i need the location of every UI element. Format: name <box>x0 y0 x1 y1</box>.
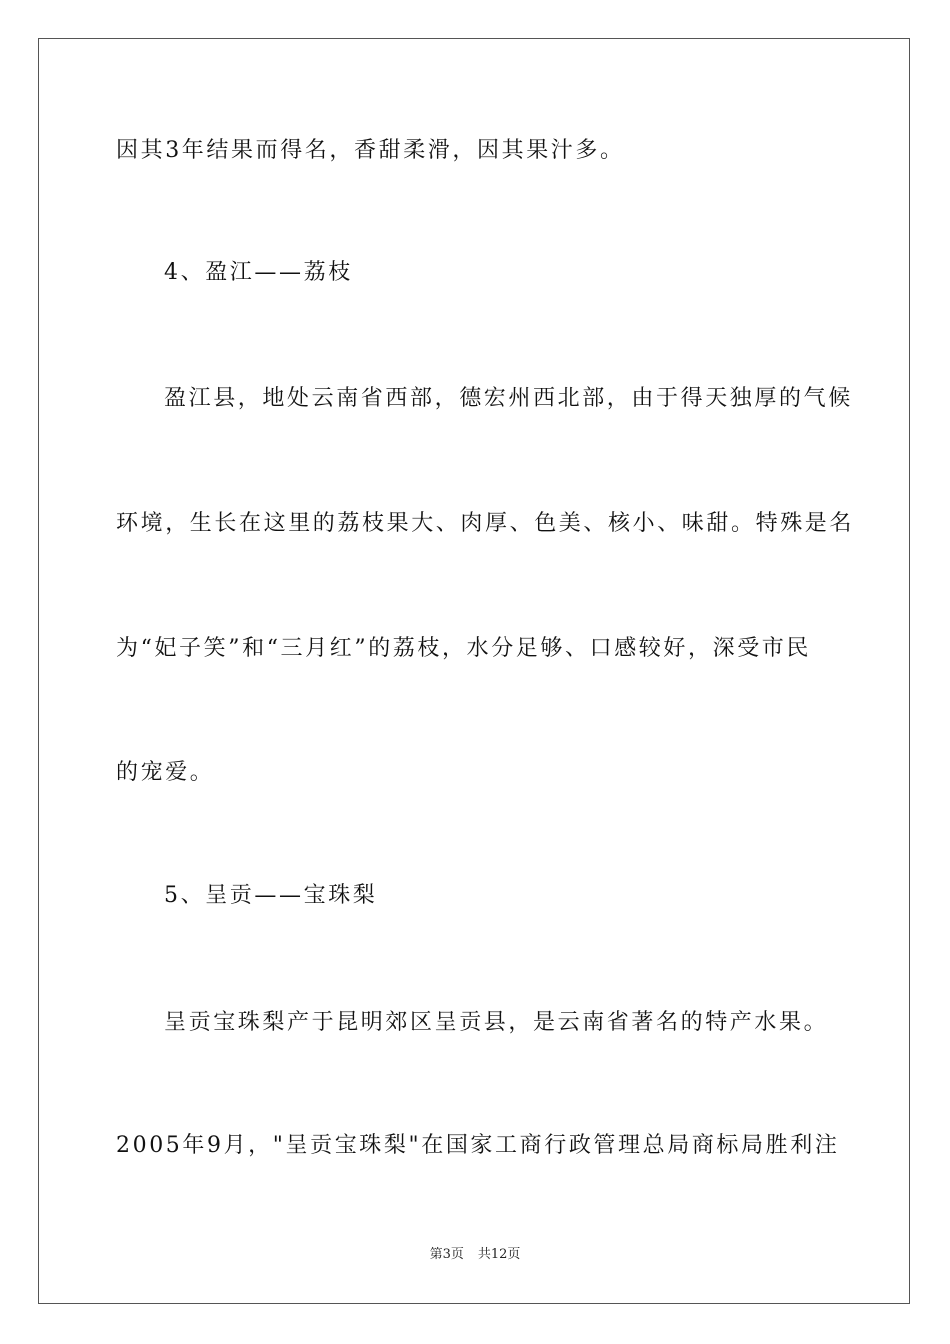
paragraph-line: 盈江县，地处云南省西部，德宏州西北部，由于得天独厚的气候 <box>164 386 853 411</box>
page-number: 第3页 <box>429 1247 464 1262</box>
paragraph-line: 呈贡宝珠梨产于昆明郊区呈贡县，是云南省著名的特产水果。 <box>164 1010 829 1035</box>
section-heading-chenggong-pear: 5、呈贡——宝珠梨 <box>164 883 378 908</box>
paragraph-line: 环境，生长在这里的荔枝果大、肉厚、色美、核小、味甜。特殊是名 <box>116 511 855 536</box>
section-heading-yingjiang-lychee: 4、盈江——荔枝 <box>164 260 353 285</box>
paragraph-line: 2005年9月，"呈贡宝珠梨"在国家工商行政管理总局商标局胜利注 <box>116 1133 840 1158</box>
paragraph-line: 的宠爱。 <box>116 760 215 785</box>
page-total: 共12页 <box>477 1247 521 1262</box>
paragraph-line: 为“妃子笑”和“三月红”的荔枝，水分足够、口感较好，深受市民 <box>116 636 811 661</box>
body-text-line: 因其3年结果而得名，香甜柔滑，因其果汁多。 <box>116 138 625 163</box>
page-border <box>38 38 910 1304</box>
page-footer <box>0 1246 950 1264</box>
